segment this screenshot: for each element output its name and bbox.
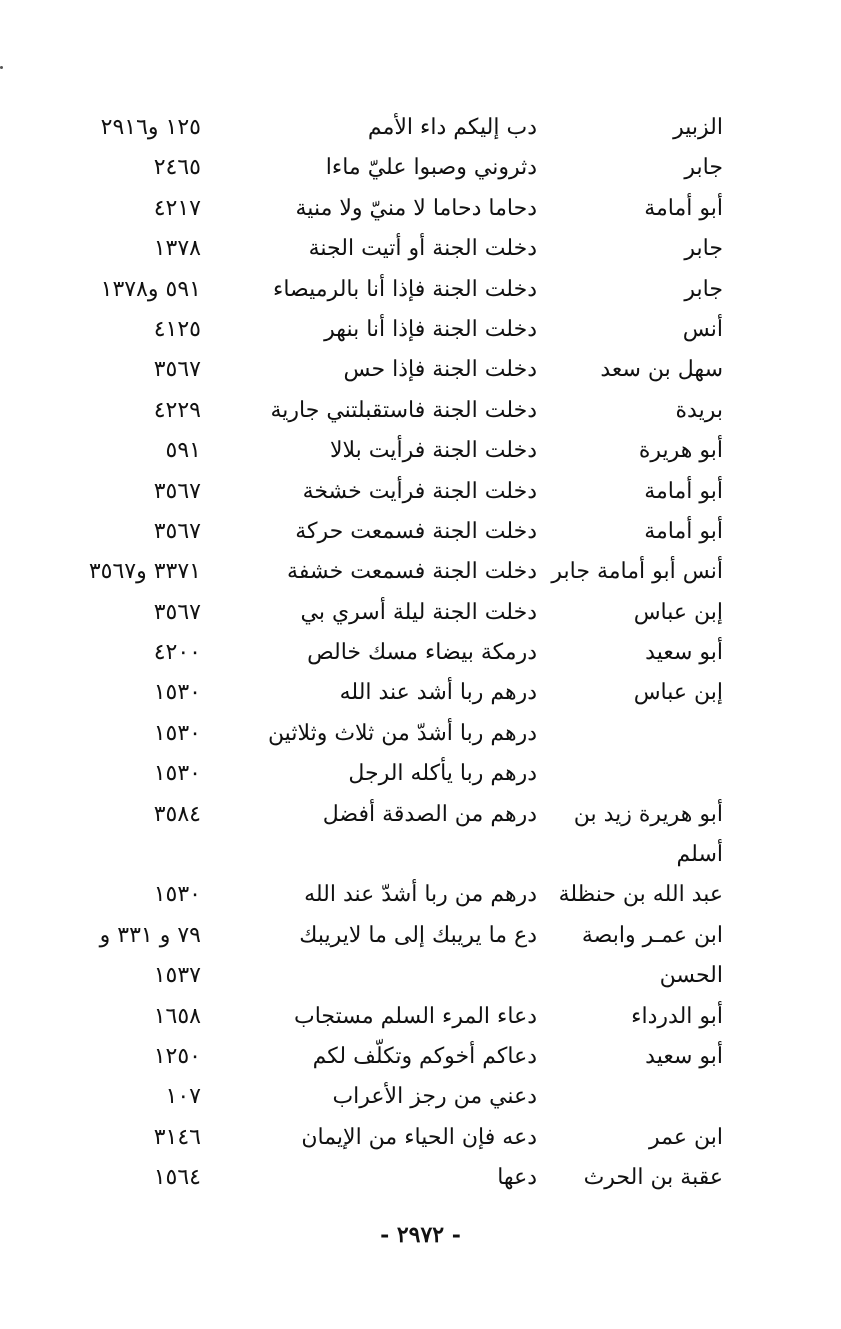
index-row <box>0 1158 841 1198</box>
narrator-name: أبو سعيد <box>645 640 723 666</box>
narrator-name: سهل بن سعد <box>600 357 723 383</box>
hadith-incipit: درهم من ربا أشدّ عند الله <box>304 882 537 908</box>
narrator-name: ابن عمـر وابصة <box>581 922 723 948</box>
hadith-numbers: ١٣٧٨ <box>153 236 201 262</box>
hadith-numbers: ٣٥٦٧ <box>153 518 201 544</box>
hadith-numbers: ١٠٧ <box>165 1084 201 1110</box>
hadith-incipit: درهم من الصدقة أفضل <box>322 801 537 827</box>
hadith-incipit: درهم ربا أشد عند الله <box>339 680 537 706</box>
index-row <box>0 472 841 512</box>
hadith-numbers: ١٥٣٠ <box>153 761 201 787</box>
narrator-name: أنس أبو أمامة جابر <box>551 559 723 585</box>
index-row <box>0 997 841 1037</box>
page-number: - ٢٩٧٢ - <box>380 1222 461 1248</box>
index-row <box>0 714 841 754</box>
narrator-name: أبو أمامة <box>644 518 723 544</box>
index-row <box>0 310 841 350</box>
hadith-incipit: دعها <box>497 1165 537 1191</box>
hadith-numbers: ٣٥٦٧ <box>153 357 201 383</box>
hadith-numbers: ١٢٥ و٢٩١٦ <box>100 115 201 140</box>
hadith-incipit: دخلت الجنة ليلة أسري بي <box>300 599 537 625</box>
hadith-numbers: ٣٣٧١ و٣٥٦٧ <box>88 559 201 585</box>
hadith-numbers: ١٥٣٠ <box>153 680 201 706</box>
index-row <box>0 633 841 673</box>
narrator-name: إبن عباس <box>633 680 723 706</box>
index-row <box>0 673 841 713</box>
hadith-numbers: ١٥٣٠ <box>153 882 201 908</box>
hadith-incipit: دخلت الجنة فسمعت خشفة <box>287 559 537 585</box>
narrator-name: أبو هريرة <box>638 438 723 464</box>
hadith-incipit: دخلت الجنة فإذا أنا بالرميصاء <box>273 276 537 302</box>
narrator-name: أسلم <box>676 842 723 868</box>
narrator-name: جابر <box>684 236 723 262</box>
hadith-numbers: ٣٥٦٧ <box>153 478 201 504</box>
narrator-name: جابر <box>684 155 723 181</box>
hadith-numbers: ٣٥٦٧ <box>153 599 201 625</box>
narrator-name: أبو الدرداء <box>631 1003 723 1029</box>
narrator-name: جابر <box>684 276 723 302</box>
narrator-name: أبو سعيد <box>645 1043 723 1069</box>
index-row <box>0 431 841 471</box>
hadith-numbers: ٣٥٨٤ <box>153 801 201 827</box>
index-row <box>0 835 841 875</box>
hadith-numbers: ٣١٤٦ <box>153 1124 201 1150</box>
hadith-incipit: دحاما دحاما لا منيّ ولا منية <box>295 195 537 221</box>
hadith-numbers: ٤٢١٧ <box>153 195 201 221</box>
scan-speck <box>0 66 3 69</box>
index-row <box>0 916 841 956</box>
index-row <box>0 189 841 229</box>
hadith-incipit: دعاء المرء السلم مستجاب <box>294 1003 537 1029</box>
index-row <box>0 552 841 592</box>
hadith-incipit: دخلت الجنة فرأيت بلالا <box>329 438 537 464</box>
hadith-numbers: ١٥٣٠ <box>153 720 201 746</box>
hadith-numbers: ٤١٢٥ <box>153 316 201 342</box>
hadith-incipit: درهم ربا يأكله الرجل <box>348 761 537 787</box>
hadith-numbers: ١٥٣٧ <box>153 963 201 989</box>
index-row <box>0 108 841 148</box>
hadith-incipit: دخلت الجنة فرأيت خشخة <box>302 478 537 504</box>
index-row <box>0 229 841 269</box>
hadith-incipit: دعني من رجز الأعراب <box>332 1084 537 1110</box>
index-row <box>0 593 841 633</box>
hadith-numbers: ٤٢٢٩ <box>153 397 201 423</box>
index-row <box>0 270 841 310</box>
index-row <box>0 512 841 552</box>
index-row <box>0 956 841 996</box>
hadith-numbers: ١٥٦٤ <box>153 1165 201 1191</box>
hadith-numbers: ١٦٥٨ <box>153 1003 201 1029</box>
hadith-incipit: درهم ربا أشدّ من ثلاث وثلاثين <box>267 720 537 746</box>
hadith-numbers: ٤٢٠٠ <box>153 640 201 666</box>
hadith-incipit: دعه فإن الحياء من الإيمان <box>301 1124 537 1150</box>
narrator-name: أبو أمامة <box>644 478 723 504</box>
index-row <box>0 754 841 794</box>
narrator-name: الزبير <box>673 115 723 140</box>
hadith-incipit: دخلت الجنة فسمعت حركة <box>295 518 537 544</box>
index-row <box>0 391 841 431</box>
index-row <box>0 1077 841 1117</box>
hadith-incipit: دثروني وصبوا عليّ ماءا <box>325 155 537 181</box>
narrator-name: الحسن <box>659 963 723 989</box>
hadith-numbers: ٢٤٦٥ <box>153 155 201 181</box>
hadith-incipit: دخلت الجنة أو أتيت الجنة <box>308 236 537 262</box>
index-row <box>0 148 841 188</box>
index-table <box>0 108 841 1199</box>
hadith-incipit: دخلت الجنة فاستقبلتني جارية <box>270 397 537 423</box>
hadith-incipit: دب إليكم داء الأمم <box>367 115 537 140</box>
narrator-name: أبو هريرة زيد بن <box>573 801 723 827</box>
narrator-name: عبد الله بن حنظلة <box>558 882 723 908</box>
hadith-incipit: دع ما يريبك إلى ما لايريبك <box>299 922 537 948</box>
hadith-numbers: ٥٩١ و١٣٧٨ <box>100 276 201 302</box>
hadith-numbers: ٥٩١ <box>165 438 201 464</box>
narrator-name: بريدة <box>675 397 723 423</box>
index-row <box>0 1118 841 1158</box>
hadith-incipit: دخلت الجنة فإذا حس <box>343 357 537 383</box>
index-row <box>0 350 841 390</box>
hadith-numbers: ٧٩ و ٣٣١ و <box>99 922 201 948</box>
hadith-incipit: درمكة بيضاء مسك خالص <box>307 640 537 666</box>
index-row <box>0 795 841 835</box>
hadith-incipit: دعاكم أخوكم وتكلّف لكم <box>312 1043 537 1069</box>
narrator-name: عقبة بن الحرث <box>583 1165 723 1191</box>
narrator-name: ابن عمر <box>649 1124 723 1150</box>
narrator-name: أبو أمامة <box>644 195 723 221</box>
hadith-numbers: ١٢٥٠ <box>153 1043 201 1069</box>
hadith-incipit: دخلت الجنة فإذا أنا بنهر <box>324 316 537 342</box>
narrator-name: أنس <box>682 316 723 342</box>
index-row <box>0 1037 841 1077</box>
index-row <box>0 875 841 915</box>
narrator-name: إبن عباس <box>633 599 723 625</box>
